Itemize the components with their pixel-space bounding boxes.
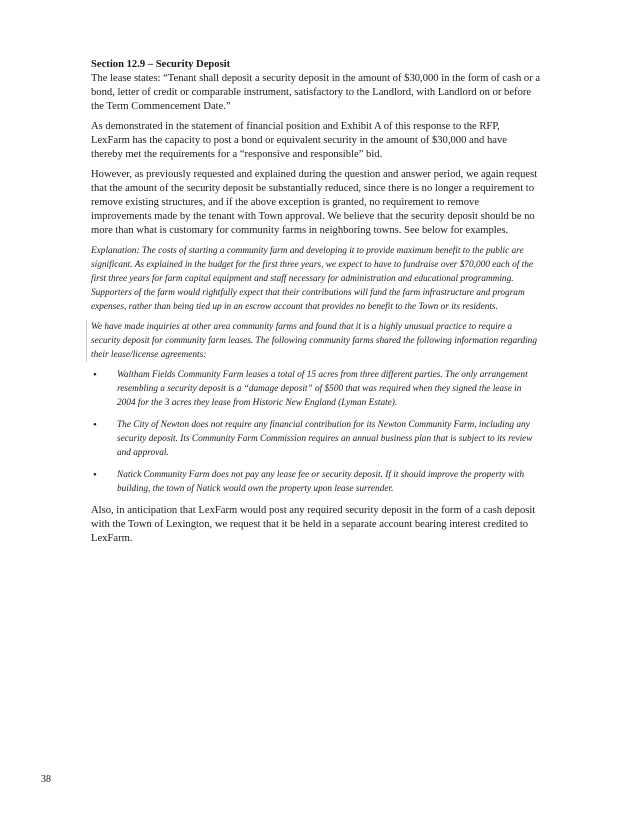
bullet-icon: • bbox=[93, 469, 97, 481]
list-item-text: The City of Newton does not require any financial contribution for its Newton Community Farm, including any security deposit. Its Community Farm Commission requires an annual business plan that is subject to its review and approval. bbox=[117, 420, 533, 458]
closing-paragraph: Also, in anticipation that LexFarm would post any required security deposit in the form of a cash deposit with the Town of Lexington, we request that it be held in a separate account bearing interest credited to LexFarm. bbox=[91, 505, 536, 544]
bullet-icon: • bbox=[93, 369, 97, 381]
list-item bbox=[91, 368, 541, 410]
request-paragraph: However, as previously requested and explained during the question and answer period, we again request that the amount of the security deposit be substantially reduced, since there is no longer a requirement to remove existing structures, and if the above exception is granted, no requirement to remove improvements made by the tenant with Town approval. We believe that the security deposit should be no more than what is customary for community farms in neighboring towns. See below for examples. bbox=[91, 169, 538, 236]
list-item-text: Natick Community Farm does not pay any lease fee or security deposit. If it should improve the property with building, the town of Natick would own the property upon lease surrender. bbox=[117, 470, 525, 494]
inquiries-paragraph: We have made inquiries at other area community farms and found that it is a highly unusual practice to require a security deposit for community farm leases. The following community farms shared the following information regarding their lease/license agreements: bbox=[86, 320, 541, 362]
community-farm-list bbox=[91, 368, 541, 496]
list-item-text: Waltham Fields Community Farm leases a total of 15 acres from three different parties. The only arrangement resembling a security deposit is a “damage deposit” of $500 that was required when they signed the lease in 2004 for the 3 acres they lease from Historic New England (Lyman Estate). bbox=[117, 370, 528, 408]
section-heading: Section 12.9 – Security Deposit bbox=[91, 59, 231, 70]
capacity-paragraph: As demonstrated in the statement of financial position and Exhibit A of this response to the RFP, LexFarm has the capacity to post a bond or equivalent security in the amount of $30,000 and have thereby met the requirements for a “responsive and responsible” bid. bbox=[91, 121, 507, 160]
list-item bbox=[91, 418, 541, 460]
explanation-paragraph: Explanation: The costs of starting a community farm and developing it to provide maximum benefit to the public are significant. As explained in the budget for the first three years, we expect to have to fundraise over $70,000 each of the first three years for farm capital equipment and staff necessary for administration and educational programming. Supporters of the farm would rightfully expect that their contributions will fund the farm infrastructure and program expenses, rather than being tied up in an escrow account that provides no benefit to the Town or its residents. bbox=[91, 246, 534, 312]
lease-quote-paragraph: The lease states: “Tenant shall deposit a security deposit in the amount of $30,000 in the form of cash or a bond, letter of credit or comparable instrument, satisfactory to the Landlord, with Landlord on or before the Term Commencement Date.” bbox=[91, 73, 541, 112]
list-item bbox=[91, 468, 541, 496]
page-number: 38 bbox=[41, 774, 51, 785]
section-body bbox=[91, 58, 541, 552]
bullet-icon: • bbox=[93, 419, 97, 431]
